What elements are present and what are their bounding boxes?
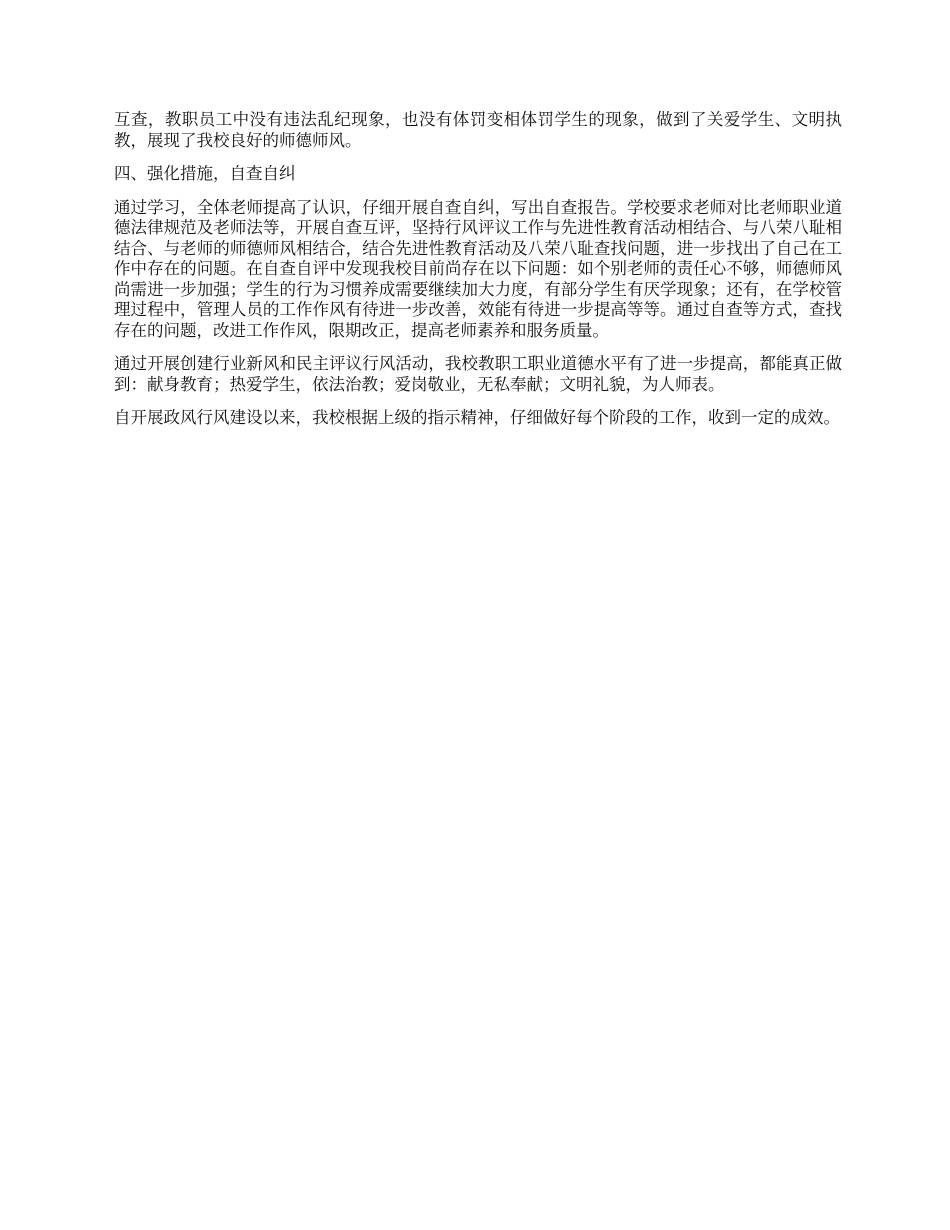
paragraph-conclusion: 自开展政风行风建设以来，我校根据上级的指示精神，仔细做好每个阶段的工作，收到一定的成效。 <box>114 408 840 427</box>
paragraph-mutual-check: 互查，教职员工中没有违法乱纪现象，也没有体罚变相体罚学生的现象，做到了关爱学生、文明执教，展现了我校良好的师德师风。 <box>114 110 842 150</box>
section-heading-self-correction: 四、强化措施，自查自纠 <box>114 164 296 183</box>
document-page <box>114 110 842 442</box>
paragraph-industry-style: 通过开展创建行业新风和民主评议行风活动，我校教职工职业道德水平有了进一步提高，都能真正做到：献身教育；热爱学生，依法治教；爱岗敬业，无私奉献；文明礼貌，为人师表。 <box>114 354 842 394</box>
paragraph-self-inspection: 通过学习，全体老师提高了认识，仔细开展自查自纠，写出自查报告。学校要求老师对比老师职业道德法律规范及老师法等，开展自查互评，坚持行风评议工作与先进性教育活动相结合、与八荣八耻相结合、与老师的师德师风相结合，结合先进性教育活动及八荣八耻查找问题，进一步找出了自己在工作中存在的问题。在自查自评中发现我校目前尚存在以下问题：如个别老师的责任心不够，师德师风尚需进一步加强；学生的行为习惯养成需要继续加大力度，有部分学生有厌学现象；还有，在学校管理过程中，管理人员的工作作风有待进一步改善，效能有待进一步提高等等。通过自查等方式，查找存在的问题，改进工作作风，限期改正，提高老师素养和服务质量。 <box>114 197 842 340</box>
